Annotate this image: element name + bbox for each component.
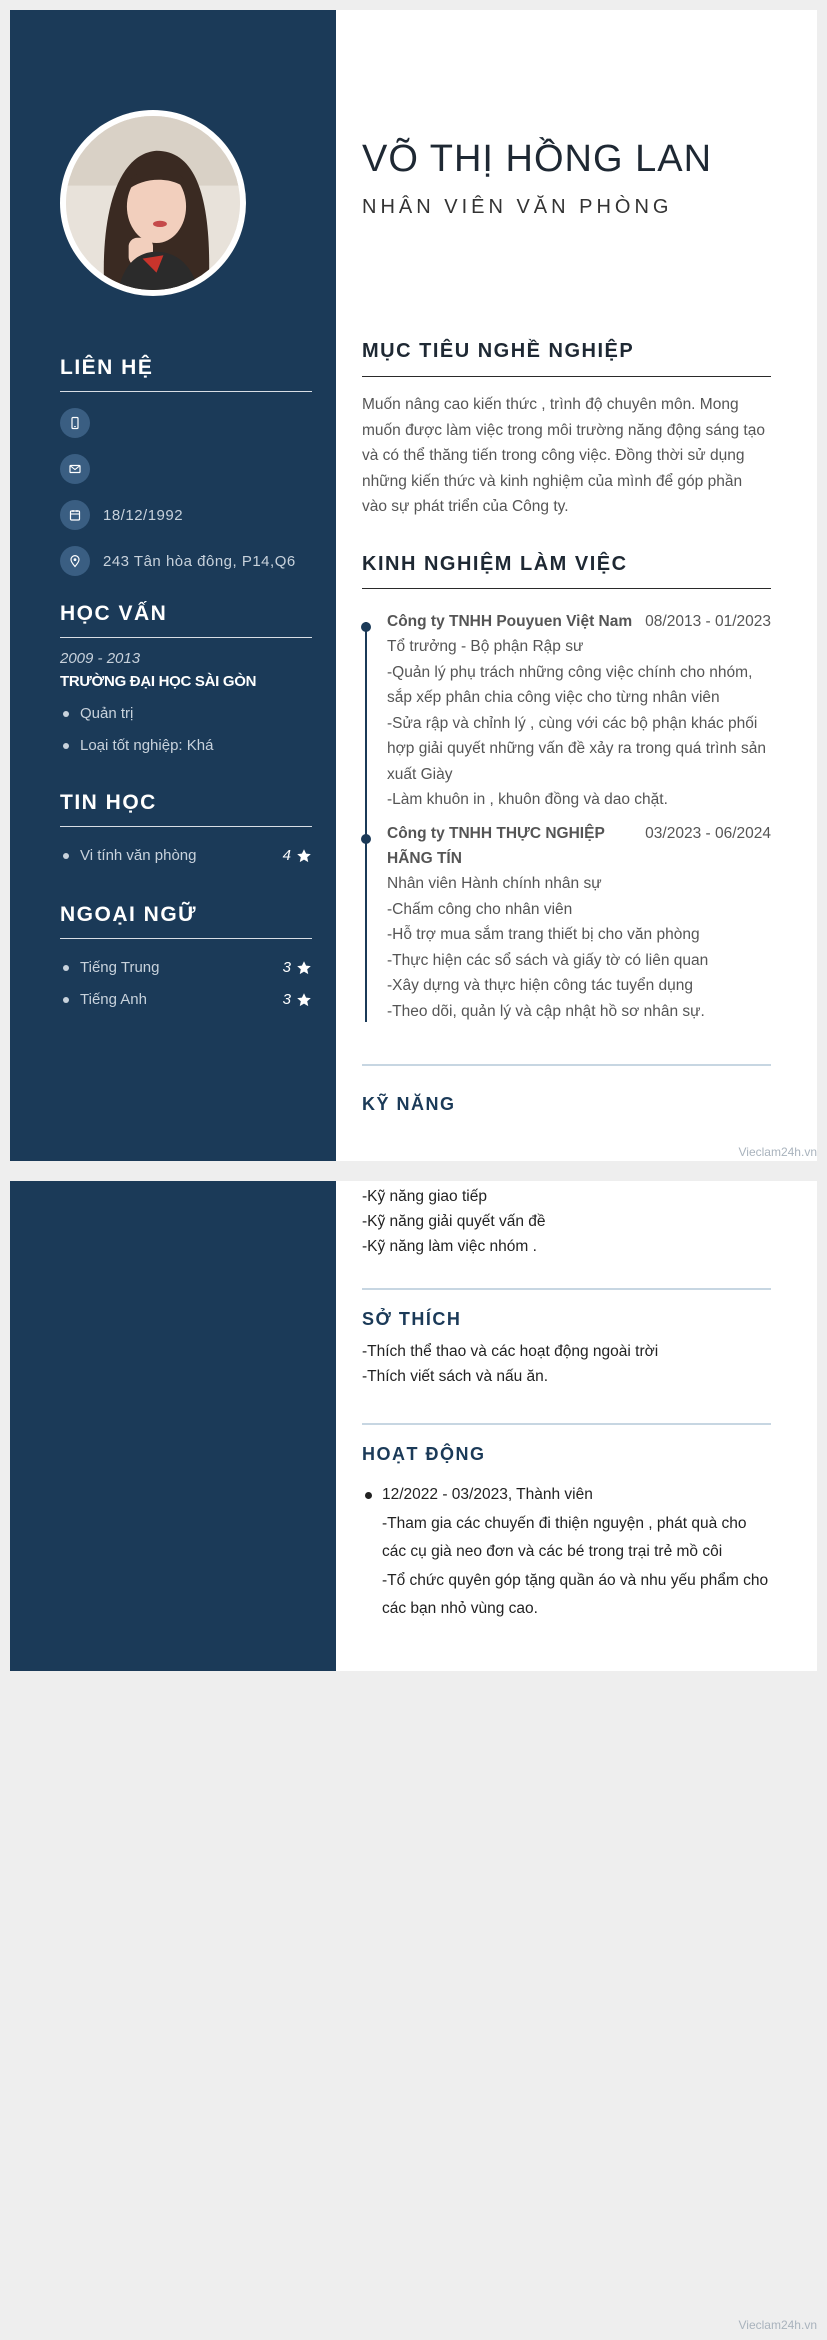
activity-line: -Tham gia các chuyến đi thiện nguyện , phát quà cho các cụ già neo đơn và các bé trong trại trẻ mồ côi: [382, 1514, 747, 1560]
sidebar: [10, 1181, 336, 1671]
star-icon: [296, 992, 312, 1008]
timeline-dot: [361, 834, 371, 844]
sidebar: [10, 10, 336, 1161]
timeline-line: [365, 622, 367, 1022]
resume-page-2: [10, 1181, 817, 1671]
company-name: Công ty TNHH Pouyuen Việt Nam: [387, 613, 633, 630]
avatar: [60, 110, 246, 296]
contact-title: LIÊN HỆ: [60, 356, 154, 379]
profile-photo: [66, 116, 240, 290]
skills-list: [362, 1184, 771, 1259]
job-line: -Xây dựng và thực hiện công tác tuyển dụng: [387, 977, 693, 994]
list-item: -Kỹ năng làm việc nhóm .: [362, 1238, 537, 1255]
it-skills-title: TIN HỌC: [60, 791, 157, 814]
education-school: TRƯỜNG ĐẠI HỌC SÀI GÒN: [60, 673, 257, 690]
skill-rating: [283, 840, 312, 872]
divider: [362, 376, 771, 377]
divider: [60, 938, 312, 939]
contact-birthday: [60, 500, 183, 530]
contact-address-text: 243 Tân hòa đông, P14,Q6: [103, 552, 296, 570]
job-line: Tổ trưởng - Bộ phận Rập sư: [387, 638, 584, 655]
rating-value: 3: [282, 991, 291, 1008]
list-item: -Kỹ năng giải quyết vấn đề: [362, 1213, 546, 1230]
job-line: -Thực hiện các sổ sách và giấy tờ có liên quan: [387, 951, 709, 969]
rating-value: 4: [282, 847, 291, 864]
job-entry: [387, 609, 771, 813]
star-icon: [296, 848, 312, 864]
job-line: -Quản lý phụ trách những công việc chính cho nhóm, sắp xếp phân chia công việc cho từng nhân viên: [387, 663, 753, 706]
activity-line: -Tổ chức quyên góp tặng quần áo và nhu yếu phẩm cho các bạn nhỏ vùng cao.: [382, 1571, 769, 1617]
location-pin-icon: [60, 546, 90, 576]
job-line: -Hỗ trợ mua sắm trang thiết bị cho văn phòng: [387, 926, 700, 943]
job-period: 08/2013 - 01/2023: [645, 613, 771, 630]
list-item: [60, 984, 312, 1016]
skills-title: KỸ NĂNG: [362, 1094, 456, 1114]
resume-page-1: [10, 10, 817, 1161]
list-item: [60, 840, 312, 872]
divider: [362, 1423, 771, 1425]
watermark: Vieclam24h.vn: [738, 2318, 817, 2332]
timeline-dot: [361, 622, 371, 632]
list-item: -Kỹ năng giao tiếp: [362, 1188, 487, 1205]
list-item: -Thích thể thao và các hoạt động ngoài trời: [362, 1343, 659, 1360]
objective-text: Muốn nâng cao kiến thức , trình độ chuyên môn. Mong muốn được làm việc trong môi trường năng động sáng tạo và có thể thăng tiến trong công việc. Đồng thời sử dụng những kiến thức và kinh nghiệm của mình để góp phần vào sự phát triển của Công ty.: [362, 396, 765, 515]
calendar-icon: [60, 500, 90, 530]
job-line: -Làm khuôn in , khuôn đồng và dao chặt.: [387, 791, 668, 808]
divider: [60, 826, 312, 827]
it-skills-list: [60, 840, 312, 872]
job-line: -Sửa rập và chỉnh lý , cùng với các bộ phận khác phối hợp giải quyết những vấn đề xảy ra trong quá trình sản xuất Giày: [387, 714, 767, 783]
watermark: Vieclam24h.vn: [738, 1145, 817, 1159]
list-item: Quản trị: [60, 698, 312, 730]
job-line: Nhân viên Hành chính nhân sự: [387, 875, 602, 892]
experience-title: KINH NGHIỆM LÀM VIỆC: [362, 553, 628, 575]
contact-email: [60, 454, 103, 484]
hobbies-title: SỞ THÍCH: [362, 1309, 462, 1329]
job-entry: [387, 821, 771, 1024]
company-name: Công ty TNHH THỰC NGHIỆP HÃNG TÍN: [387, 825, 605, 867]
objective-title: MỤC TIÊU NGHỀ NGHIỆP: [362, 340, 635, 362]
language-label: Tiếng Anh: [80, 991, 147, 1008]
language-label: Tiếng Trung: [80, 959, 160, 976]
envelope-icon: [60, 454, 90, 484]
job-line: -Theo dõi, quản lý và cập nhật hồ sơ nhân sự.: [387, 1002, 705, 1020]
rating-value: 3: [282, 959, 291, 976]
divider: [362, 1064, 771, 1066]
hobbies-list: [362, 1339, 771, 1389]
language-rating: [283, 952, 312, 984]
candidate-job-title: NHÂN VIÊN VĂN PHÒNG: [362, 196, 673, 218]
list-item: [362, 1481, 771, 1624]
job-period: 03/2023 - 06/2024: [645, 825, 771, 842]
main-content: [336, 1181, 817, 1671]
contact-address: [60, 546, 296, 576]
list-item: [60, 952, 312, 984]
language-rating: [283, 984, 312, 1016]
activities-title: HOẠT ĐỘNG: [362, 1444, 486, 1464]
list-item: Loại tốt nghiệp: Khá: [60, 730, 312, 762]
divider: [60, 391, 312, 392]
languages-title: NGOẠI NGỮ: [60, 903, 198, 926]
divider: [60, 637, 312, 638]
activities-list: [362, 1481, 771, 1624]
star-icon: [296, 960, 312, 976]
job-line: -Chấm công cho nhân viên: [387, 900, 573, 918]
education-title: HỌC VẤN: [60, 602, 168, 625]
candidate-name: VÕ THỊ HỒNG LAN: [362, 138, 713, 180]
languages-list: [60, 952, 312, 1016]
contact-birthday-text: 18/12/1992: [103, 506, 184, 524]
main-content: [336, 10, 817, 1161]
divider: [362, 1288, 771, 1290]
phone-icon: [60, 408, 90, 438]
list-item: -Thích viết sách và nấu ăn.: [362, 1368, 549, 1385]
education-period: 2009 - 2013: [60, 650, 141, 667]
skill-label: Vi tính văn phòng: [80, 847, 197, 864]
divider: [362, 588, 771, 589]
contact-phone: [60, 408, 103, 438]
activity-head: 12/2022 - 03/2023, Thành viên: [382, 1486, 593, 1503]
education-list: [60, 698, 312, 762]
